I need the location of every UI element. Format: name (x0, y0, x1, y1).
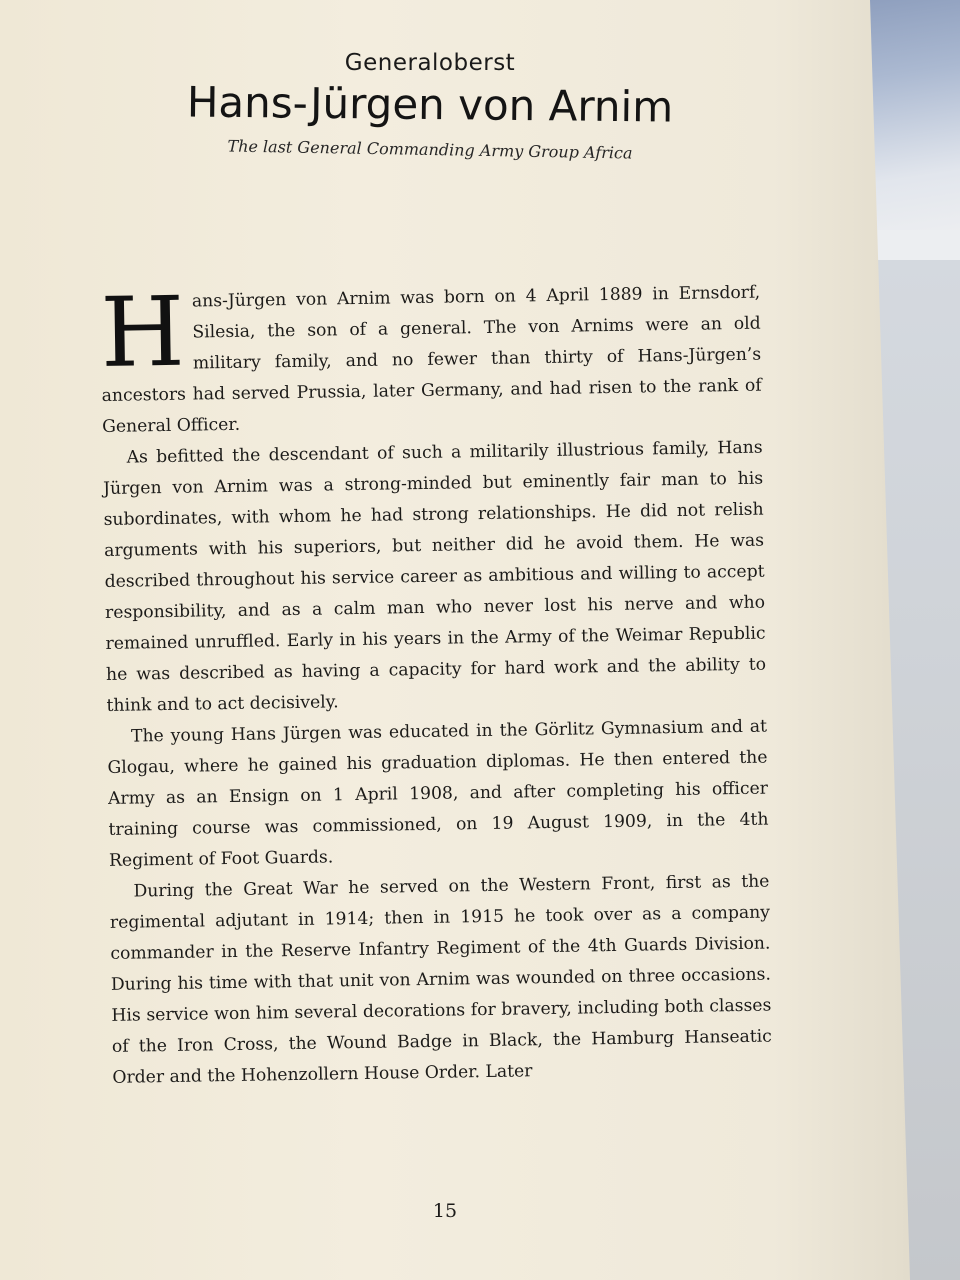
paragraph-4: During the Great War he served on the Western Front, first as the regimental adjutant in 1914; then in 1915 he took over as a company commander in the Reserve Infantry Regiment of the 4th Guards Division. During his time with that unit von Arnim was wounded on three occasions. His service won him several decorations for bravery, including both classes of the Iron Cross, the Wound Badge in Black, the Hamburg Hanseatic Order and the Hohenzollern House Order. Later (109, 871, 772, 1088)
paragraph-text: ans-Jürgen von Arnim was born on 4 April 1889 in Ernsdorf, Silesia, the son of a general. The von Arnims were an old military family, and no fewer than thirty of Hans-Jürgen’s ancestors had served Prussia, later Germany, and had risen to the rank of General Officer. (101, 282, 762, 437)
chapter-subtitle: The last General Commanding Army Group Africa (227, 136, 633, 163)
chapter-title: Hans-Jürgen von Arnim (186, 77, 674, 132)
chapter-rank: Generaloberst (344, 50, 516, 76)
paragraph-2: As befitted the descendant of such a militarily illustrious family, Hans Jürgen von Arnim was a strong-minded but eminently fair man to his subordinates, with whom he had strong relationships. He did not relish arguments with his superiors, but neither did he avoid them. He was described throughout his service career as ambitious and willing to accept responsibility, and as a calm man who never lost his nerve and who remained unruffled. Early in his years in the Army of the Weimar Republic he was described as having a capacity for hard work and the ability to think and to act decisively. (103, 437, 767, 716)
body-text (99, 275, 773, 1094)
page-number: 15 (432, 1200, 458, 1222)
paragraph-1 (99, 275, 762, 443)
paragraph-3: The young Hans Jürgen was educated in the Görlitz Gymnasium and at Glogau, where he gained his graduation diplomas. He then entered the Army as an Ensign on 1 April 1908, and after completing his officer training course was commissioned, on 19 August 1909, in the 4th Regiment of Foot Guards. (107, 716, 769, 871)
drop-cap: H (99, 275, 186, 389)
